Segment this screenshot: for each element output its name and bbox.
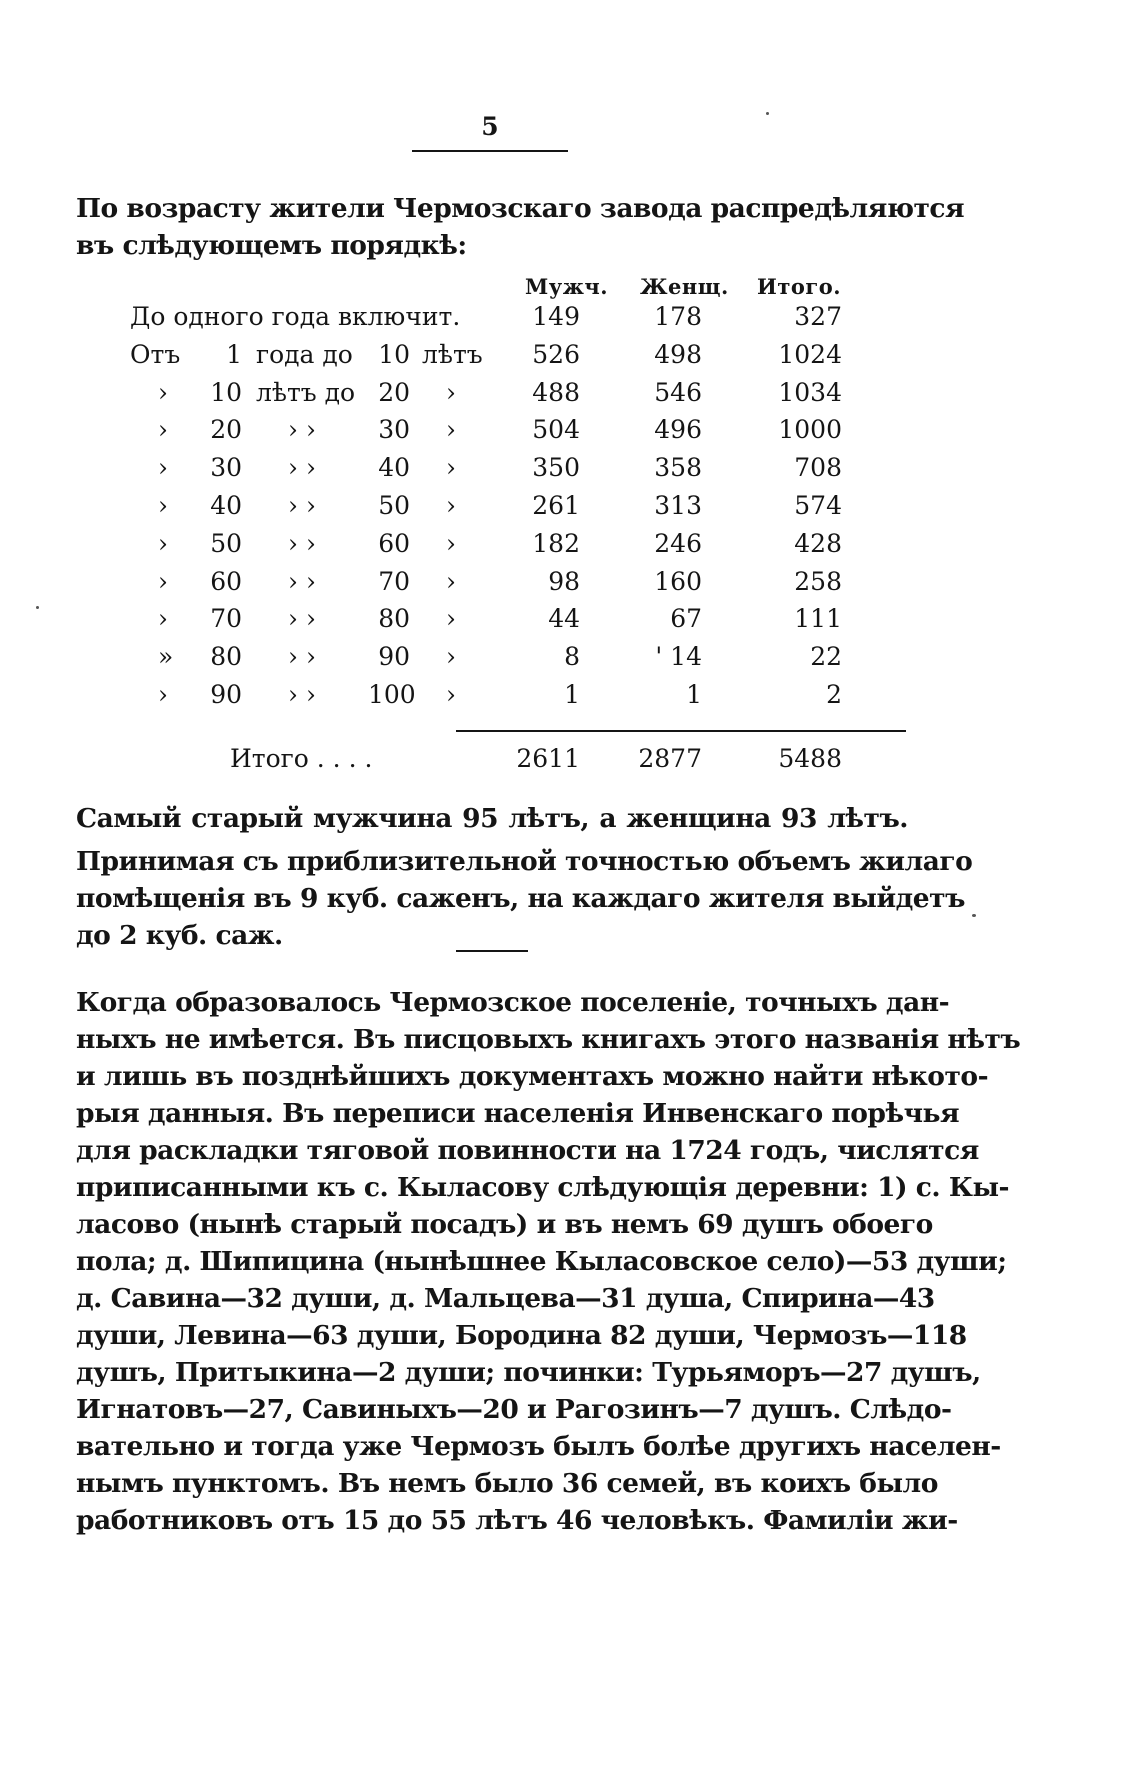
row-unit: › <box>446 453 456 482</box>
text-line: приписанными къ с. Кыласову слѣдующія деревни: 1) с. Кы- <box>76 1172 1010 1203</box>
cell-total: 708 <box>794 453 842 482</box>
row-from: 40 <box>210 491 242 520</box>
row-to: 50 <box>378 491 410 520</box>
cell-female: 546 <box>654 378 702 407</box>
row-to: 80 <box>378 604 410 633</box>
row-to: 30 <box>378 415 410 444</box>
row-to: 60 <box>378 529 410 558</box>
text-line: ныхъ не имѣется. Въ писцовыхъ книгахъ этого названія нѣтъ <box>76 1024 1021 1055</box>
text-line: въ слѣдующемъ порядкѣ: <box>76 230 467 261</box>
text-line: вательно и тогда уже Чермозъ былъ болѣе другихъ населен- <box>76 1431 1001 1462</box>
cell-total: 428 <box>794 529 842 558</box>
row-to: 10 <box>378 340 410 369</box>
cell-female: 498 <box>654 340 702 369</box>
totals-female: 2877 <box>638 744 702 773</box>
row-prefix: › <box>158 529 168 558</box>
cell-male: 350 <box>532 453 580 482</box>
text-line: души, Левина—63 души, Бородина 82 души, Чермозъ—118 <box>76 1320 967 1351</box>
row-prefix: › <box>158 378 168 407</box>
text-line: работниковъ отъ 15 до 55 лѣтъ 46 человѣкъ. Фамиліи жи- <box>76 1505 958 1536</box>
row-mid: лѣтъ до <box>256 378 356 407</box>
cell-total: 1024 <box>778 340 842 369</box>
page-number: 5 <box>481 112 499 141</box>
header-male: Мужч. <box>525 274 609 299</box>
row-prefix: › <box>158 453 168 482</box>
header-total: Итого. <box>757 274 842 299</box>
row-from: 20 <box>210 415 242 444</box>
cell-female: 358 <box>654 453 702 482</box>
cell-male: 526 <box>532 340 580 369</box>
row-prefix: Отъ <box>130 340 181 369</box>
oldest-paragraph <box>76 800 908 837</box>
section-rule <box>456 950 528 952</box>
cell-male: 8 <box>564 642 580 671</box>
row-unit: › <box>446 680 456 709</box>
cell-male: 44 <box>548 604 580 633</box>
cell-male: 261 <box>532 491 580 520</box>
row-prefix: › <box>158 415 168 444</box>
row-unit: › <box>446 378 456 407</box>
row-mid: года до <box>256 340 353 369</box>
print-speck <box>36 606 39 609</box>
text-line: рыя данныя. Въ переписи населенія Инвенскаго порѣчья <box>76 1098 960 1129</box>
text-line: ласово (нынѣ старый посадъ) и въ немъ 69 душъ обоего <box>76 1209 933 1240</box>
text-line: душъ, Притыкина—2 души; починки: Турьяморъ—27 душъ, <box>76 1357 981 1388</box>
cell-female: 178 <box>654 302 702 331</box>
cell-total: 1034 <box>778 378 842 407</box>
row-unit: › <box>446 529 456 558</box>
text-line: Когда образовалось Чермозское поселеніе, точныхъ дан- <box>76 987 950 1018</box>
cell-total: 22 <box>810 642 842 671</box>
row-mid: › › <box>288 415 316 444</box>
row-mid: › › <box>288 642 316 671</box>
text-line: Самый старый мужчина 95 лѣтъ, а женщина 93 лѣтъ. <box>76 803 908 834</box>
row-mid: › › <box>288 604 316 633</box>
cell-total: 327 <box>794 302 842 331</box>
cell-male: 1 <box>564 680 580 709</box>
cell-male: 488 <box>532 378 580 407</box>
cell-female: 67 <box>670 604 702 633</box>
row-from: 30 <box>210 453 242 482</box>
cell-female: 496 <box>654 415 702 444</box>
row-mid: › › <box>288 453 316 482</box>
totals-total: 5488 <box>778 744 842 773</box>
cell-male: 98 <box>548 567 580 596</box>
text-line: пола; д. Шипицина (нынѣшнее Кыласовское село)—53 души; <box>76 1246 1007 1277</box>
text-line: для раскладки тяговой повинности на 1724 годъ, числятся <box>76 1135 979 1166</box>
row-from: 60 <box>210 567 242 596</box>
text-line: нымъ пунктомъ. Въ немъ было 36 семей, въ коихъ было <box>76 1468 938 1499</box>
text-line: д. Савина—32 души, д. Мальцева—31 душа, Спирина—43 <box>76 1283 935 1314</box>
text-line: Игнатовъ—27, Савиныхъ—20 и Рагозинъ—7 душъ. Слѣдо- <box>76 1394 952 1425</box>
cell-total: 1000 <box>778 415 842 444</box>
cell-female: 246 <box>654 529 702 558</box>
cell-female: 1 <box>686 680 702 709</box>
text-line: Принимая съ приблизительной точностью объемъ жилаго <box>76 846 973 877</box>
row-from: 70 <box>210 604 242 633</box>
row-mid: › › <box>288 567 316 596</box>
row-unit: › <box>446 491 456 520</box>
row-from: 50 <box>210 529 242 558</box>
row-to: 20 <box>378 378 410 407</box>
cell-total: 258 <box>794 567 842 596</box>
cell-total: 574 <box>794 491 842 520</box>
cell-total: 111 <box>794 604 842 633</box>
totals-label: Итого . . . . <box>230 744 373 773</box>
cell-male: 182 <box>532 529 580 558</box>
row-unit: › <box>446 642 456 671</box>
row-prefix: › <box>158 567 168 596</box>
header-rule <box>412 150 568 152</box>
row-unit: лѣтъ <box>422 340 483 369</box>
cell-male: 149 <box>532 302 580 331</box>
cell-female: 160 <box>654 567 702 596</box>
row-mid: › › <box>288 491 316 520</box>
row-to: 40 <box>378 453 410 482</box>
text-line: до 2 куб. саж. <box>76 920 283 951</box>
sum-rule <box>456 730 906 732</box>
row-prefix: › <box>158 604 168 633</box>
print-speck <box>766 112 769 115</box>
row-prefix: › <box>158 491 168 520</box>
row-to: 100 <box>368 680 416 709</box>
row-to: 70 <box>378 567 410 596</box>
intro-paragraph <box>76 190 965 264</box>
print-speck <box>972 914 976 917</box>
row-unit: › <box>446 604 456 633</box>
row-from: 90 <box>210 680 242 709</box>
row-mid: › › <box>288 680 316 709</box>
history-paragraph <box>76 984 1021 1539</box>
text-line: По возрасту жители Чермозскаго завода распредѣляются <box>76 193 965 224</box>
row-to: 90 <box>378 642 410 671</box>
row-from: 80 <box>210 642 242 671</box>
text-line: и лишь въ позднѣйшихъ документахъ можно найти нѣкото- <box>76 1061 989 1092</box>
row-label: До одного года включит. <box>130 302 461 331</box>
row-mid: › › <box>288 529 316 558</box>
totals-male: 2611 <box>516 744 580 773</box>
volume-paragraph <box>76 843 973 954</box>
cell-male: 504 <box>532 415 580 444</box>
row-prefix: » <box>158 642 174 671</box>
row-from: 10 <box>210 378 242 407</box>
row-unit: › <box>446 567 456 596</box>
row-unit: › <box>446 415 456 444</box>
header-female: Женщ. <box>640 274 729 299</box>
row-prefix: › <box>158 680 168 709</box>
text-line: помѣщенія въ 9 куб. саженъ, на каждаго жителя выйдетъ <box>76 883 965 914</box>
cell-female: ' 14 <box>655 642 702 671</box>
cell-total: 2 <box>826 680 842 709</box>
cell-female: 313 <box>654 491 702 520</box>
row-from: 1 <box>226 340 242 369</box>
